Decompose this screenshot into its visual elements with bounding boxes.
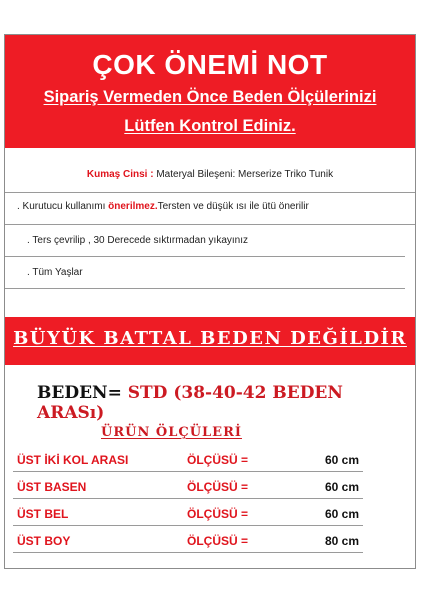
fabric-value: Materyal Bileşeni: Merserize Triko Tunik [153, 169, 334, 180]
measurement-name: ÜST BASEN [17, 480, 87, 494]
measurement-row [5, 480, 415, 500]
divider [5, 288, 405, 289]
divider [5, 224, 415, 225]
measurement-value: 80 cm [325, 534, 360, 548]
divider [13, 471, 363, 472]
size-value: STD (38-40-42 BEDEN ARASı) [37, 383, 343, 423]
measurement-unit: ÖLÇÜSÜ = [187, 480, 249, 494]
notice-line-2: Lütfen Kontrol Ediniz. [124, 117, 296, 135]
measurement-unit: ÖLÇÜSÜ = [187, 453, 249, 467]
size-line [37, 383, 415, 423]
measurement-row [5, 534, 415, 554]
product-info-sheet [4, 34, 416, 569]
measurement-unit: ÖLÇÜSÜ = [187, 534, 249, 548]
not-plus-size-text: BÜYÜK BATTAL BEDEN DEĞİLDİR [13, 328, 407, 349]
measurements-heading: ÜRÜN ÖLÇÜLERİ [101, 425, 242, 440]
notice-title: ÇOK ÖNEMİ NOT [92, 49, 328, 80]
dryer-suffix: Tersten ve düşük ısı ile ütü önerilir [157, 201, 309, 212]
measurement-value: 60 cm [325, 480, 360, 494]
measurement-unit: ÖLÇÜSÜ = [187, 507, 249, 521]
divider [13, 498, 363, 499]
ages-info: . Tüm Yaşlar [27, 267, 83, 278]
fabric-label: Kumaş Cinsi : [86, 169, 154, 180]
measurement-value: 60 cm [325, 453, 360, 467]
measurement-row [5, 453, 415, 473]
divider [5, 192, 415, 193]
measurement-row [5, 507, 415, 527]
fabric-info [5, 169, 415, 180]
important-notice-banner [5, 35, 415, 148]
dryer-info [17, 201, 424, 212]
wash-info: . Ters çevrilip , 30 Derecede sıktırmadan yıkayınız [27, 235, 249, 246]
dryer-highlight: önerilmez. [108, 201, 158, 212]
not-plus-size-banner [5, 317, 415, 365]
divider [5, 256, 405, 257]
dryer-prefix: . Kurutucu kullanımı [17, 201, 109, 212]
measurement-name: ÜST BOY [17, 534, 71, 548]
measurement-name: ÜST BEL [17, 507, 69, 521]
measurement-name: ÜST İKİ KOL ARASI [17, 453, 129, 467]
measurement-value: 60 cm [325, 507, 360, 521]
divider [13, 552, 363, 553]
notice-line-1: Sipariş Vermeden Önce Beden Ölçülerinizi [43, 88, 377, 106]
size-label: BEDEN= [37, 383, 122, 403]
divider [13, 525, 363, 526]
